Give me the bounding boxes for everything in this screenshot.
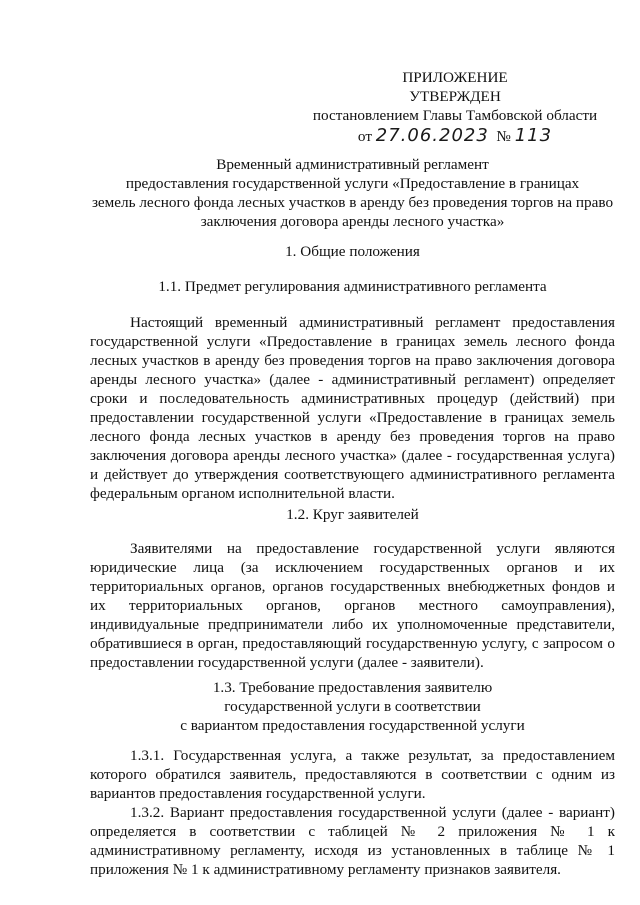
title-line-4: заключения договора аренды лесного участка» [200, 213, 505, 230]
title-line-1: Временный административный регламент [216, 156, 489, 173]
section-1-2-paragraph: Заявителями на предоставление государственной услуги являются юридические лица (за исключением государственных органов и их территориальных органов, органов государственных внебюджетных фондов и их территориальных органов, органов местного самоуправления), индивидуальные предприниматели либо их уполномоченные представители, обратившиеся в орган, предоставляющий государственную услугу, с запросом о предоставлении государственной услуги (далее - заявители). [90, 540, 615, 671]
date-prefix: от [357, 128, 372, 145]
section-1-1-paragraph: Настоящий временный административный регламент предоставления государственной услуги «Предоставление в границах земель лесного фонда лесных участков в аренду без проведения торгов на право заключения договора аренды лесного участка» (далее - административный регламент) определяет сроки и последовательность административных процедур (действий) при предоставлении государственной услуги «Предоставление в границах земель лесного фонда лесных участков в аренду без проведения торгов на право заключения договора аренды лесного участка» (далее - государственная услуга) и действует до утверждения соответствующего административного регламента федеральным органом исполнительной власти. [90, 314, 615, 502]
section-1-3-2-paragraph: 1.3.2. Вариант предоставления государственной услуги (далее - вариант) определяется в соответствии с таблицей № 2 приложения № 1 к административному регламенту, исходя из установленных в таблице № 1 приложения № 1 к административному регламенту признаков заявителя. [90, 804, 615, 878]
approval-attachment-label: ПРИЛОЖЕНИЕ [402, 69, 508, 86]
section-1-3-heading-line-2: государственной услуги в соответствии [224, 698, 481, 715]
section-1-heading: 1. Общие положения [285, 243, 420, 260]
section-1-3-1-paragraph: 1.3.1. Государственная услуга, а также результат, за предоставлением которого обратился заявитель, предоставляются в соответствии с одним из вариантов предоставления государственной услуги. [90, 747, 615, 802]
approval-decree-label: постановлением Главы Тамбовской области [312, 107, 598, 124]
approval-date-number [300, 125, 610, 148]
approval-approved-label: УТВЕРЖДЕН [409, 88, 501, 105]
approval-block [300, 68, 610, 148]
handwritten-number: 113 [514, 125, 553, 146]
handwritten-date: 27.06.2023 [375, 125, 489, 146]
document-title [80, 155, 625, 231]
section-1-3-heading-line-3: с вариантом предоставления государственной услуги [180, 717, 525, 734]
section-1-2-heading: 1.2. Круг заявителей [286, 506, 419, 523]
title-line-2: предоставления государственной услуги «Предоставление в границах [125, 175, 580, 192]
section-1-3-heading-line-1: 1.3. Требование предоставления заявителю [212, 679, 493, 696]
number-prefix: № [496, 128, 511, 145]
title-line-3: земель лесного фонда лесных участков в аренду без проведения торгов на право [91, 194, 614, 211]
section-1-1-heading: 1.1. Предмет регулирования административного регламента [158, 278, 547, 295]
section-1-3-heading [90, 678, 615, 735]
